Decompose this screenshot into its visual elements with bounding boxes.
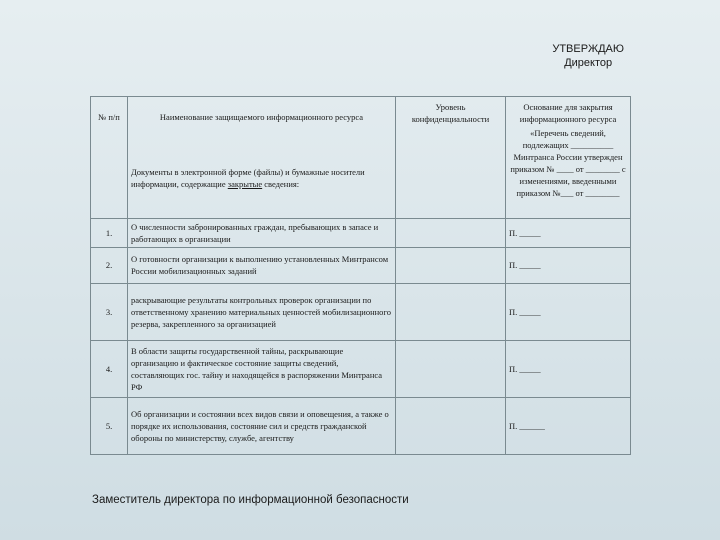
intro-text [128, 126, 396, 218]
basis-text: «Перечень сведений, подлежащих __________ Минтранса России утвержден приказом № ____ от ________ с изменениями, введенными приказом №___ от ________ [506, 126, 631, 218]
table-subheader-row [91, 126, 631, 218]
row-level [396, 397, 506, 454]
header-level: Уровень конфиденциальности [396, 97, 506, 219]
row-num: 5. [91, 397, 128, 454]
table-header-row [91, 97, 631, 127]
row-name: О численности забронированных граждан, пребывающих в запасе и работающих в организации [128, 218, 396, 247]
header-num: № п/п [91, 97, 128, 219]
intro-text-underlined: закрытые [227, 179, 263, 190]
table-row [91, 397, 631, 454]
row-level [396, 340, 506, 397]
approval-position: Директор [564, 57, 613, 69]
header-basis: Основание для закрытия информационного ресурса [506, 97, 631, 127]
approval-title: УТВЕРЖДАЮ [552, 43, 624, 55]
row-level [396, 218, 506, 247]
row-basis: П. _____ [506, 218, 631, 247]
row-name: Об организации и состоянии всех видов связи и оповещения, а также о порядке их использования, состояние сил и средств гражданской обороны по министерству, службе, агентству [128, 397, 396, 454]
row-num: 3. [91, 283, 128, 340]
intro-text-after: сведения: [262, 179, 300, 190]
table-row [91, 340, 631, 397]
intro-text-before: Документы в электронной форме (файлы) и бумажные носители информации, содержащие [131, 167, 365, 190]
footer-signature: Заместитель директора по информационной безопасности [92, 494, 409, 506]
row-name: раскрывающие результаты контрольных проверок организации по ответственному хранению материальных ценностей мобилизационного резерва, закрепленного за организацией [128, 283, 396, 340]
row-basis: П. ______ [506, 397, 631, 454]
table-row [91, 283, 631, 340]
row-basis: П. _____ [506, 340, 631, 397]
row-level [396, 283, 506, 340]
row-num: 4. [91, 340, 128, 397]
row-num: 1. [91, 218, 128, 247]
table-row [91, 247, 631, 283]
table-row [91, 218, 631, 247]
row-level [396, 247, 506, 283]
row-name: В области защиты государственной тайны, раскрывающие организацию и фактическое состояние защиты сведений, составляющих гос. тайну и находящейся в распоряжении Минтранса РФ [128, 340, 396, 397]
resources-table [90, 96, 631, 455]
row-basis: П. _____ [506, 247, 631, 283]
header-name: Наименование защищаемого информационного ресурса [128, 97, 396, 127]
approval-block [552, 42, 624, 70]
row-basis: П. _____ [506, 283, 631, 340]
row-num: 2. [91, 247, 128, 283]
row-name: О готовности организации к выполнению установленных Минтрансом России мобилизационных заданий [128, 247, 396, 283]
